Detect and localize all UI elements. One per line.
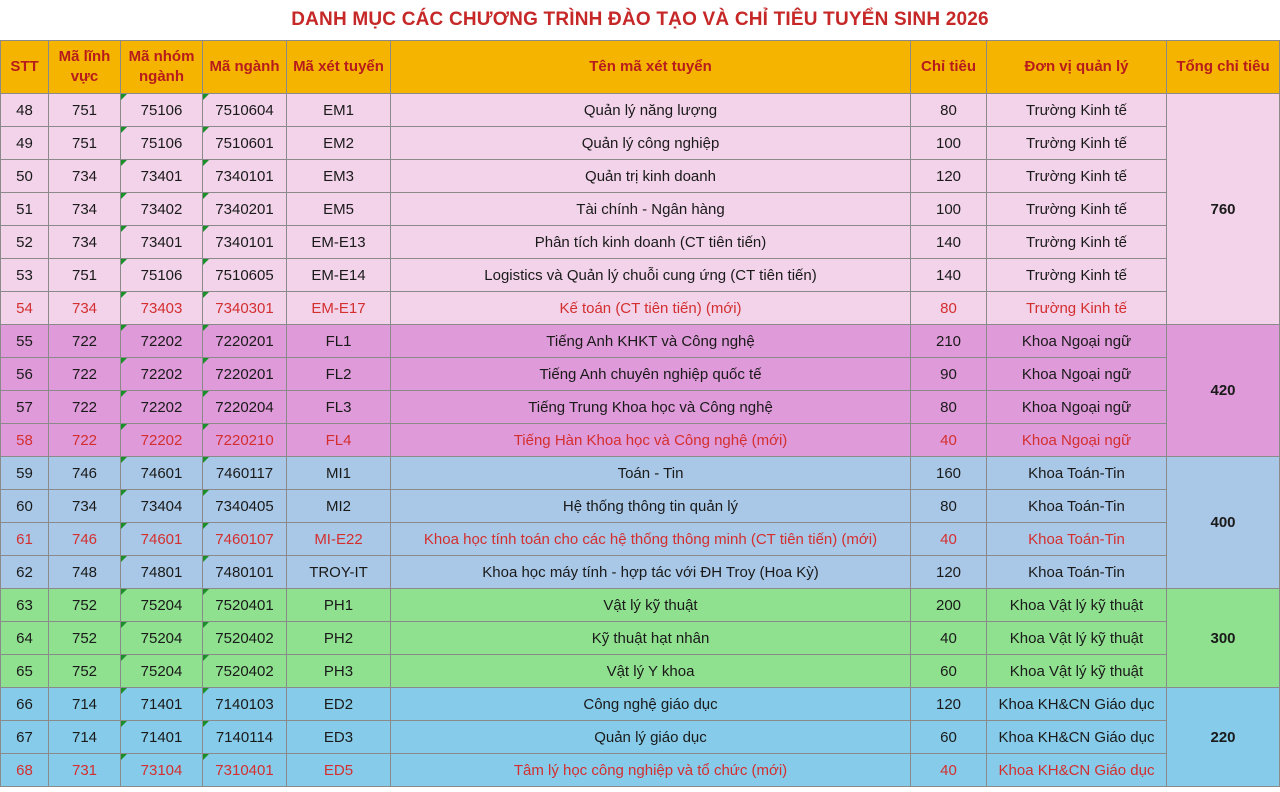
cell-don-vi-quan-ly: Trường Kinh tế (987, 193, 1167, 226)
header-ma-nganh: Mã ngành (203, 41, 287, 94)
cell-chi-tieu: 140 (911, 259, 987, 292)
cell-chi-tieu: 40 (911, 754, 987, 787)
cell-chi-tieu: 60 (911, 721, 987, 754)
cell-ma-nhom-nganh: 73402 (121, 193, 203, 226)
cell-don-vi-quan-ly: Khoa Ngoại ngữ (987, 325, 1167, 358)
table-row (1, 490, 1280, 523)
header-ma-linh-vuc: Mã lĩnh vực (49, 41, 121, 94)
table-body (1, 94, 1280, 787)
table-row (1, 325, 1280, 358)
cell-ten-ma-xet-tuyen: Vật lý kỹ thuật (391, 589, 911, 622)
cell-chi-tieu: 40 (911, 622, 987, 655)
cell-ten-ma-xet-tuyen: Công nghệ giáo dục (391, 688, 911, 721)
cell-ma-nganh: 7510605 (203, 259, 287, 292)
cell-don-vi-quan-ly: Khoa Vật lý kỹ thuật (987, 655, 1167, 688)
cell-ma-nhom-nganh: 72202 (121, 424, 203, 457)
group-total: 760 (1167, 94, 1280, 325)
cell-ma-nganh: 7510604 (203, 94, 287, 127)
table-row (1, 226, 1280, 259)
cell-ma-nganh: 7140114 (203, 721, 287, 754)
cell-chi-tieu: 100 (911, 127, 987, 160)
cell-ma-xet-tuyen: MI1 (287, 457, 391, 490)
cell-ma-xet-tuyen: EM-E13 (287, 226, 391, 259)
cell-ma-xet-tuyen: EM-E17 (287, 292, 391, 325)
cell-ma-nganh: 7340405 (203, 490, 287, 523)
cell-ten-ma-xet-tuyen: Logistics và Quản lý chuỗi cung ứng (CT tiên tiến) (391, 259, 911, 292)
cell-don-vi-quan-ly: Khoa Vật lý kỹ thuật (987, 589, 1167, 622)
cell-ten-ma-xet-tuyen: Tiếng Anh chuyên nghiệp quốc tế (391, 358, 911, 391)
group-total: 300 (1167, 589, 1280, 688)
cell-chi-tieu: 80 (911, 490, 987, 523)
cell-don-vi-quan-ly: Trường Kinh tế (987, 226, 1167, 259)
cell-chi-tieu: 40 (911, 424, 987, 457)
cell-don-vi-quan-ly: Trường Kinh tế (987, 160, 1167, 193)
table-row (1, 556, 1280, 589)
cell-ten-ma-xet-tuyen: Tài chính - Ngân hàng (391, 193, 911, 226)
cell-don-vi-quan-ly: Trường Kinh tế (987, 259, 1167, 292)
table-row (1, 622, 1280, 655)
cell-ma-nganh: 7520402 (203, 622, 287, 655)
cell-ma-linh-vuc: 734 (49, 226, 121, 259)
cell-stt: 51 (1, 193, 49, 226)
table-row (1, 94, 1280, 127)
header-ma-nhom-nganh: Mã nhóm ngành (121, 41, 203, 94)
cell-chi-tieu: 140 (911, 226, 987, 259)
table-row (1, 589, 1280, 622)
cell-ma-nganh: 7480101 (203, 556, 287, 589)
cell-chi-tieu: 80 (911, 391, 987, 424)
cell-ma-linh-vuc: 752 (49, 589, 121, 622)
cell-ma-nganh: 7460117 (203, 457, 287, 490)
cell-ma-linh-vuc: 752 (49, 622, 121, 655)
cell-stt: 49 (1, 127, 49, 160)
table-row (1, 292, 1280, 325)
cell-ma-nganh: 7460107 (203, 523, 287, 556)
cell-ma-linh-vuc: 734 (49, 292, 121, 325)
cell-ma-linh-vuc: 731 (49, 754, 121, 787)
table-row (1, 754, 1280, 787)
cell-don-vi-quan-ly: Trường Kinh tế (987, 94, 1167, 127)
cell-ma-nganh: 7340201 (203, 193, 287, 226)
cell-don-vi-quan-ly: Khoa Ngoại ngữ (987, 424, 1167, 457)
cell-ma-linh-vuc: 714 (49, 688, 121, 721)
cell-stt: 55 (1, 325, 49, 358)
cell-don-vi-quan-ly: Khoa KH&CN Giáo dục (987, 721, 1167, 754)
cell-ma-xet-tuyen: EM3 (287, 160, 391, 193)
cell-ma-xet-tuyen: FL2 (287, 358, 391, 391)
cell-stt: 60 (1, 490, 49, 523)
cell-don-vi-quan-ly: Khoa Ngoại ngữ (987, 391, 1167, 424)
cell-ma-xet-tuyen: MI-E22 (287, 523, 391, 556)
cell-ma-nganh: 7340301 (203, 292, 287, 325)
cell-ma-nhom-nganh: 75106 (121, 259, 203, 292)
cell-ma-linh-vuc: 746 (49, 457, 121, 490)
cell-ma-nhom-nganh: 75204 (121, 655, 203, 688)
admission-table (0, 40, 1280, 787)
cell-ma-nhom-nganh: 74601 (121, 523, 203, 556)
cell-ma-linh-vuc: 746 (49, 523, 121, 556)
cell-ma-nganh: 7340101 (203, 160, 287, 193)
cell-ma-linh-vuc: 734 (49, 490, 121, 523)
cell-stt: 57 (1, 391, 49, 424)
table-row (1, 688, 1280, 721)
cell-ten-ma-xet-tuyen: Tâm lý học công nghiệp và tổ chức (mới) (391, 754, 911, 787)
cell-ma-nhom-nganh: 73403 (121, 292, 203, 325)
cell-stt: 58 (1, 424, 49, 457)
cell-ma-nhom-nganh: 74801 (121, 556, 203, 589)
cell-ma-xet-tuyen: TROY-IT (287, 556, 391, 589)
cell-ma-linh-vuc: 722 (49, 358, 121, 391)
cell-ma-nhom-nganh: 73401 (121, 160, 203, 193)
cell-ten-ma-xet-tuyen: Vật lý Y khoa (391, 655, 911, 688)
cell-ma-linh-vuc: 734 (49, 193, 121, 226)
cell-don-vi-quan-ly: Khoa Vật lý kỹ thuật (987, 622, 1167, 655)
header-ten-ma-xet-tuyen: Tên mã xét tuyển (391, 41, 911, 94)
cell-ma-linh-vuc: 748 (49, 556, 121, 589)
header-tong-chi-tieu: Tổng chỉ tiêu (1167, 41, 1280, 94)
cell-chi-tieu: 200 (911, 589, 987, 622)
cell-ma-xet-tuyen: EM-E14 (287, 259, 391, 292)
cell-don-vi-quan-ly: Khoa Toán-Tin (987, 457, 1167, 490)
cell-ma-xet-tuyen: ED5 (287, 754, 391, 787)
cell-ma-nhom-nganh: 75204 (121, 622, 203, 655)
cell-stt: 59 (1, 457, 49, 490)
cell-ma-xet-tuyen: PH2 (287, 622, 391, 655)
cell-chi-tieu: 90 (911, 358, 987, 391)
cell-ten-ma-xet-tuyen: Quản lý giáo dục (391, 721, 911, 754)
cell-ma-linh-vuc: 714 (49, 721, 121, 754)
cell-ma-linh-vuc: 722 (49, 391, 121, 424)
cell-stt: 53 (1, 259, 49, 292)
cell-stt: 65 (1, 655, 49, 688)
cell-ma-linh-vuc: 752 (49, 655, 121, 688)
cell-ma-xet-tuyen: ED3 (287, 721, 391, 754)
cell-ma-nhom-nganh: 73401 (121, 226, 203, 259)
cell-ten-ma-xet-tuyen: Quản lý năng lượng (391, 94, 911, 127)
header-chi-tieu: Chỉ tiêu (911, 41, 987, 94)
cell-ma-nganh: 7220204 (203, 391, 287, 424)
cell-stt: 61 (1, 523, 49, 556)
table-row (1, 358, 1280, 391)
cell-don-vi-quan-ly: Trường Kinh tế (987, 292, 1167, 325)
cell-ten-ma-xet-tuyen: Quản lý công nghiệp (391, 127, 911, 160)
cell-chi-tieu: 100 (911, 193, 987, 226)
cell-ma-nganh: 7520402 (203, 655, 287, 688)
cell-ma-nhom-nganh: 72202 (121, 391, 203, 424)
cell-ma-xet-tuyen: EM2 (287, 127, 391, 160)
table-row (1, 259, 1280, 292)
cell-stt: 52 (1, 226, 49, 259)
cell-ma-xet-tuyen: PH1 (287, 589, 391, 622)
cell-ma-linh-vuc: 722 (49, 424, 121, 457)
cell-ma-nganh: 7220201 (203, 358, 287, 391)
table-row (1, 127, 1280, 160)
cell-ma-linh-vuc: 722 (49, 325, 121, 358)
cell-ma-xet-tuyen: EM1 (287, 94, 391, 127)
cell-chi-tieu: 80 (911, 94, 987, 127)
cell-ma-nhom-nganh: 72202 (121, 358, 203, 391)
cell-stt: 48 (1, 94, 49, 127)
cell-chi-tieu: 120 (911, 688, 987, 721)
cell-ma-nhom-nganh: 75106 (121, 127, 203, 160)
cell-ma-nhom-nganh: 71401 (121, 688, 203, 721)
cell-ma-nhom-nganh: 74601 (121, 457, 203, 490)
cell-ma-xet-tuyen: FL4 (287, 424, 391, 457)
cell-ten-ma-xet-tuyen: Tiếng Trung Khoa học và Công nghệ (391, 391, 911, 424)
cell-stt: 62 (1, 556, 49, 589)
header-don-vi-quan-ly: Đơn vị quản lý (987, 41, 1167, 94)
cell-don-vi-quan-ly: Khoa KH&CN Giáo dục (987, 688, 1167, 721)
cell-chi-tieu: 120 (911, 556, 987, 589)
table-row (1, 523, 1280, 556)
cell-chi-tieu: 160 (911, 457, 987, 490)
cell-ma-xet-tuyen: MI2 (287, 490, 391, 523)
cell-chi-tieu: 80 (911, 292, 987, 325)
cell-ten-ma-xet-tuyen: Toán - Tin (391, 457, 911, 490)
cell-ten-ma-xet-tuyen: Phân tích kinh doanh (CT tiên tiến) (391, 226, 911, 259)
cell-don-vi-quan-ly: Khoa Toán-Tin (987, 556, 1167, 589)
cell-don-vi-quan-ly: Khoa Ngoại ngữ (987, 358, 1167, 391)
cell-ma-xet-tuyen: FL3 (287, 391, 391, 424)
table-row (1, 160, 1280, 193)
cell-ma-nhom-nganh: 73104 (121, 754, 203, 787)
cell-ma-linh-vuc: 751 (49, 127, 121, 160)
cell-ma-nganh: 7310401 (203, 754, 287, 787)
cell-stt: 50 (1, 160, 49, 193)
cell-ma-linh-vuc: 751 (49, 259, 121, 292)
cell-ten-ma-xet-tuyen: Kế toán (CT tiên tiến) (mới) (391, 292, 911, 325)
cell-ma-nganh: 7510601 (203, 127, 287, 160)
cell-ma-nganh: 7220201 (203, 325, 287, 358)
cell-ma-nhom-nganh: 73404 (121, 490, 203, 523)
cell-ma-nhom-nganh: 71401 (121, 721, 203, 754)
cell-ten-ma-xet-tuyen: Khoa học tính toán cho các hệ thống thông minh (CT tiên tiến) (mới) (391, 523, 911, 556)
cell-stt: 68 (1, 754, 49, 787)
table-row (1, 424, 1280, 457)
cell-stt: 54 (1, 292, 49, 325)
table-row (1, 457, 1280, 490)
table-row (1, 655, 1280, 688)
cell-ma-linh-vuc: 751 (49, 94, 121, 127)
page-title: DANH MỤC CÁC CHƯƠNG TRÌNH ĐÀO TẠO VÀ CHỈ TIÊU TUYỂN SINH 2026 (291, 9, 989, 30)
header-row (1, 41, 1280, 94)
header-ma-xet-tuyen: Mã xét tuyển (287, 41, 391, 94)
cell-ma-nhom-nganh: 75204 (121, 589, 203, 622)
cell-ten-ma-xet-tuyen: Kỹ thuật hạt nhân (391, 622, 911, 655)
cell-ma-nganh: 7220210 (203, 424, 287, 457)
cell-stt: 67 (1, 721, 49, 754)
cell-chi-tieu: 40 (911, 523, 987, 556)
cell-ten-ma-xet-tuyen: Tiếng Anh KHKT và Công nghệ (391, 325, 911, 358)
cell-ma-nganh: 7340101 (203, 226, 287, 259)
cell-ten-ma-xet-tuyen: Quản trị kinh doanh (391, 160, 911, 193)
cell-ma-nhom-nganh: 72202 (121, 325, 203, 358)
cell-chi-tieu: 210 (911, 325, 987, 358)
header-stt: STT (1, 41, 49, 94)
cell-stt: 56 (1, 358, 49, 391)
group-total: 420 (1167, 325, 1280, 457)
cell-stt: 66 (1, 688, 49, 721)
cell-ma-xet-tuyen: ED2 (287, 688, 391, 721)
cell-chi-tieu: 120 (911, 160, 987, 193)
cell-ten-ma-xet-tuyen: Tiếng Hàn Khoa học và Công nghệ (mới) (391, 424, 911, 457)
group-total: 220 (1167, 688, 1280, 787)
cell-don-vi-quan-ly: Khoa Toán-Tin (987, 523, 1167, 556)
cell-ma-nhom-nganh: 75106 (121, 94, 203, 127)
table-row (1, 721, 1280, 754)
cell-stt: 64 (1, 622, 49, 655)
cell-ma-nganh: 7140103 (203, 688, 287, 721)
cell-ma-xet-tuyen: FL1 (287, 325, 391, 358)
cell-ma-nganh: 7520401 (203, 589, 287, 622)
cell-don-vi-quan-ly: Trường Kinh tế (987, 127, 1167, 160)
group-total: 400 (1167, 457, 1280, 589)
cell-ma-xet-tuyen: EM5 (287, 193, 391, 226)
cell-ma-linh-vuc: 734 (49, 160, 121, 193)
cell-chi-tieu: 60 (911, 655, 987, 688)
cell-don-vi-quan-ly: Khoa Toán-Tin (987, 490, 1167, 523)
cell-ten-ma-xet-tuyen: Hệ thống thông tin quản lý (391, 490, 911, 523)
table-row (1, 193, 1280, 226)
table-row (1, 391, 1280, 424)
cell-stt: 63 (1, 589, 49, 622)
cell-ma-xet-tuyen: PH3 (287, 655, 391, 688)
cell-don-vi-quan-ly: Khoa KH&CN Giáo dục (987, 754, 1167, 787)
cell-ten-ma-xet-tuyen: Khoa học máy tính - hợp tác với ĐH Troy (Hoa Kỳ) (391, 556, 911, 589)
